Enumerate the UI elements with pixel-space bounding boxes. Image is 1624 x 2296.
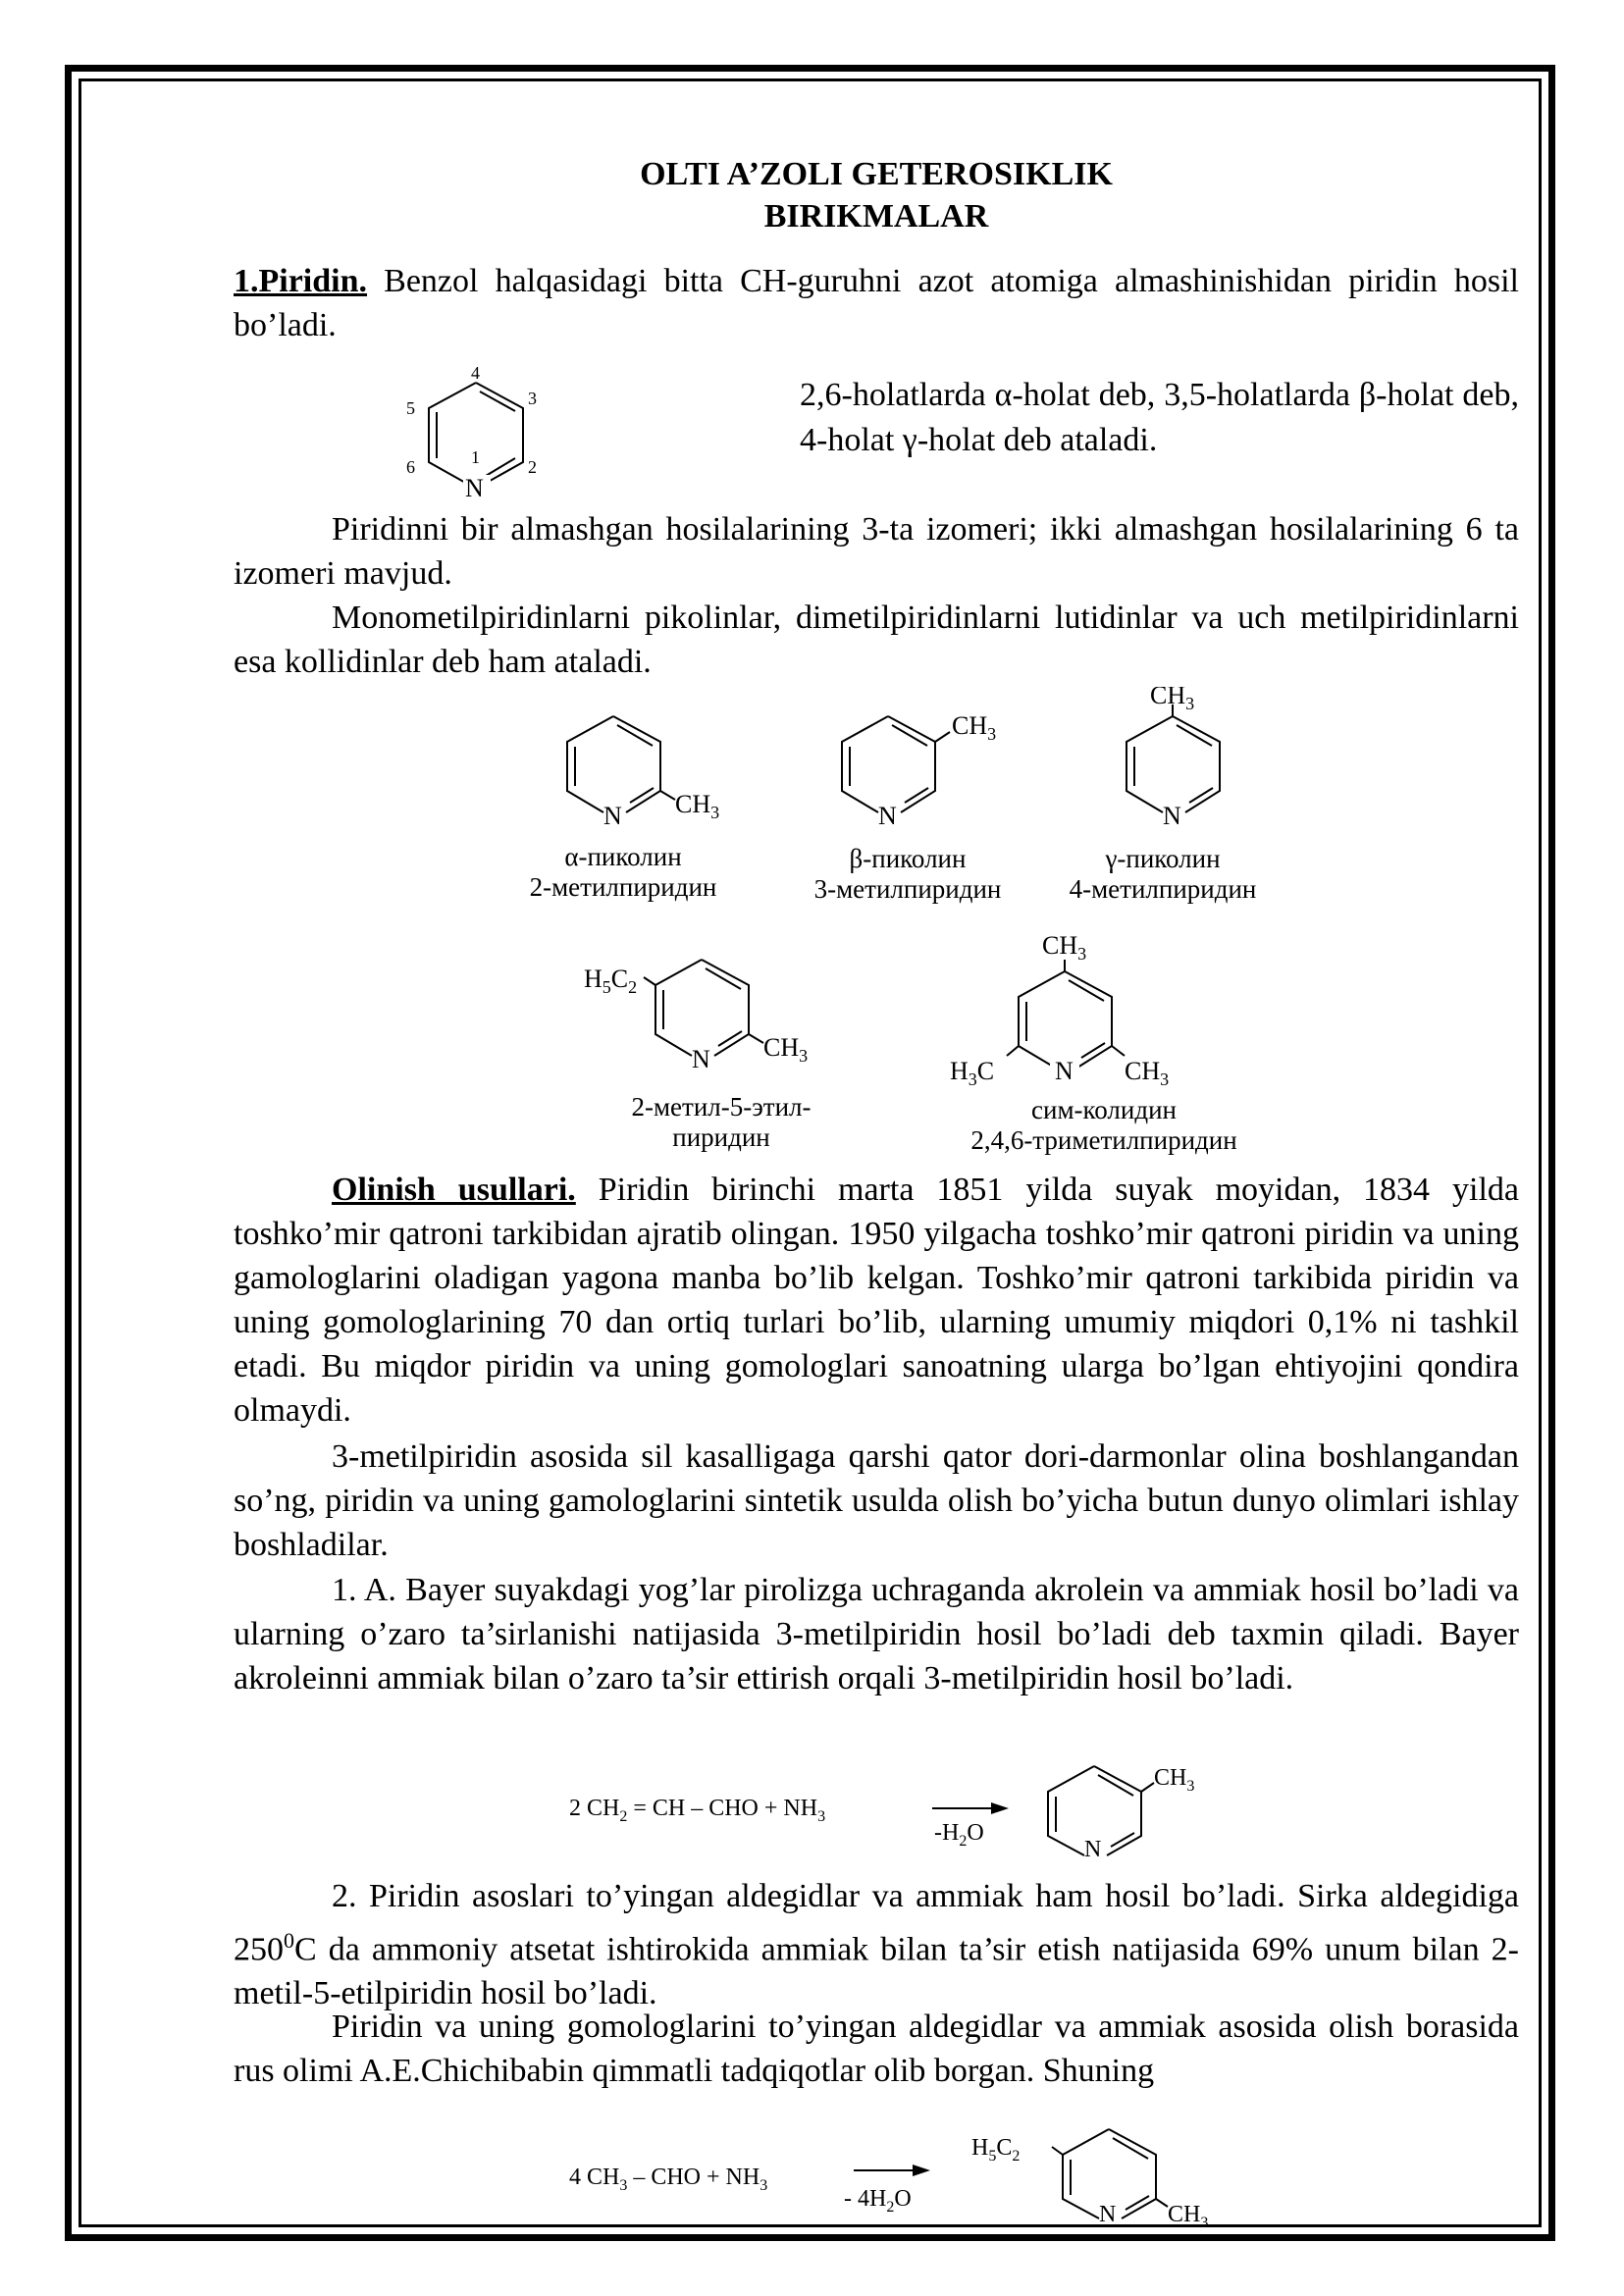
s3-substituent: $CH_3$ [1150, 687, 1195, 713]
svg-text:N: N [1055, 1057, 1074, 1085]
olinish-p2: 3-metilpiridin asosida sil kasalligaga qarshi qator dori-darmonlar olina boshlangandan so’ng, piridin va uning gamologlarini sintetik usulda olish bo’yicha butun dunyo olimlari ishlay boshladilar. [234, 1438, 1519, 1563]
reaction-1-product-substituent: $CH_3$ [1154, 1765, 1195, 1795]
reaction-2-product-methyl: $CH_3$ [1168, 2202, 1209, 2230]
ring-number-5: 5 [406, 398, 415, 418]
reaction-1-byproduct: $-H_2O$ [934, 1820, 984, 1850]
reaction-1-reactants: 2 $CH_2$ = CH – CHO + $NH_3$ [569, 1796, 826, 1825]
piridin-intro [234, 259, 1519, 347]
s4-name: 2-метил-5-этил- пиридин [631, 1092, 812, 1152]
svg-text:N: N [1163, 802, 1181, 830]
s4-substituent-methyl: $CH_3$ [763, 1033, 809, 1066]
reaction-2-byproduct: - $4H_2O$ [844, 2186, 912, 2216]
s2-name: β-пиколин 3-метилпиридин [813, 844, 1002, 904]
svg-text:N: N [603, 802, 622, 830]
svg-text:N: N [878, 802, 897, 830]
s4-substituent-ethyl: $H_5C_2$ [584, 965, 638, 997]
olinish-p5: Piridin va uning gomologlarini to’yingan aldegidlar va ammiak asosida olish borasida rus olimi A.E.Chichibabin qimmatli tadqiqotlar olib borgan. Shuning [234, 2009, 1519, 2089]
olinish-p3: 1. A. Bayer suyakdagi yog’lar pirolizga uchraganda akrolein va ammiak hosil bo’ladi va ularning o’zaro ta’sirlanishi natijasida 3-metilpiridin hosil bo’ladi deb taxmin qiladi. Bayer akroleinni ammiak bilan o’zaro ta’sir ettirish orqali 3-metilpiridin hosil bo’ladi. [234, 1572, 1519, 1696]
svg-text:N: N [1084, 1837, 1102, 1859]
s3-name: γ-пиколин 4-метилпиридин [1069, 844, 1257, 904]
ring-number-1: 1 [471, 447, 480, 467]
olinish-p1: Olinish usullari. Piridin birinchi marta 1851 yilda suyak moyidan, 1834 yilda toshko’mir qatroni tarkibidan ajratib olingan. 1950 yilgacha toshko’mir qatroni piridin va uning gamologlarini oladigan yagona manba bo’lib kelgan. Toshko’mir qatroni tarkibida piridin va uning gomologlarining 70 dan ortiq turlari bo’lib, ularning umumiy miqdori 0,1% ni tashkil etadi. Bu miqdor piridin va uning gomologlari sanoatning ularga bo’lgan ehtiyojini qondira olmaydi. [234, 1172, 1519, 1429]
names-text: Monometilpiridinlarni pikolinlar, dimetilpiridinlarni lutidinlar va uch metilpiridinlarni esa kollidinlar deb ham ataladi. [234, 600, 1519, 680]
picoline-structures [550, 687, 1295, 844]
page-content [234, 147, 1519, 347]
ring-number-4: 4 [471, 363, 480, 383]
pyridine-numbered-structure [393, 361, 569, 508]
page-title [234, 153, 1519, 237]
s1-substituent: $CH_3$ [675, 790, 720, 822]
ring-number-2: 2 [528, 457, 537, 477]
ring-number-6: 6 [406, 457, 415, 477]
intro-text: Benzol halqasidagi bitta CH-guruhni azot atomiga almashinishidan piridin hosil bo’ladi. [234, 263, 1519, 343]
section-heading-piridin: 1.Piridin. [234, 263, 368, 299]
s5-substituent-6: $H_3C$ [950, 1057, 995, 1089]
reaction-1 [559, 1742, 1246, 1859]
svg-text:N: N [692, 1045, 710, 1073]
ring-nitrogen: N [465, 474, 484, 502]
olinish-p4: 2. Piridin asoslari to’yingan aldegidlar va ammiak ham hosil bo’ladi. Sirka aldegidiga $250^0C$ da ammoniy atsetat ishtirokida ammiak bilan ta’sir etish natijasida 69% unum bilan 2-metil-5-etilpiridin hosil bo’ladi. [234, 1878, 1519, 2012]
title-line-1: OLTI A’ZOLI GETEROSIKLIK [640, 156, 1113, 192]
s5-substituent-4: $CH_3$ [1042, 932, 1087, 964]
reaction-2-reactants: 4 $CH_3$ – CHO + $NH_3$ [569, 2165, 768, 2194]
section-heading-olinish: Olinish usullari. [332, 1172, 576, 1208]
disubstituted-structures [579, 932, 1246, 1089]
s2-substituent: $CH_3$ [952, 711, 997, 744]
reaction-2-product-ethyl: $H_5C_2$ [971, 2135, 1021, 2165]
ring-number-3: 3 [528, 389, 537, 408]
positions-text: 2,6-holatlarda α-holat deb, 3,5-holatlarda β-holat deb, 4-holat γ-holat deb ataladi. [800, 377, 1519, 458]
svg-text:N: N [1099, 2202, 1117, 2227]
s5-name: сим-колидин 2,4,6-триметилпиридин [970, 1095, 1237, 1155]
title-line-2: BIRIKMALAR [763, 198, 989, 235]
reaction-2 [559, 2108, 1246, 2230]
s5-substituent-2: $CH_3$ [1125, 1057, 1170, 1089]
isomers-text: Piridinni bir almashgan hosilalarining 3-ta izomeri; ikki almashgan hosilalarining 6 ta izomeri mavjud. [234, 511, 1519, 592]
s1-name: α-пиколин 2-метилпиридин [529, 842, 717, 902]
